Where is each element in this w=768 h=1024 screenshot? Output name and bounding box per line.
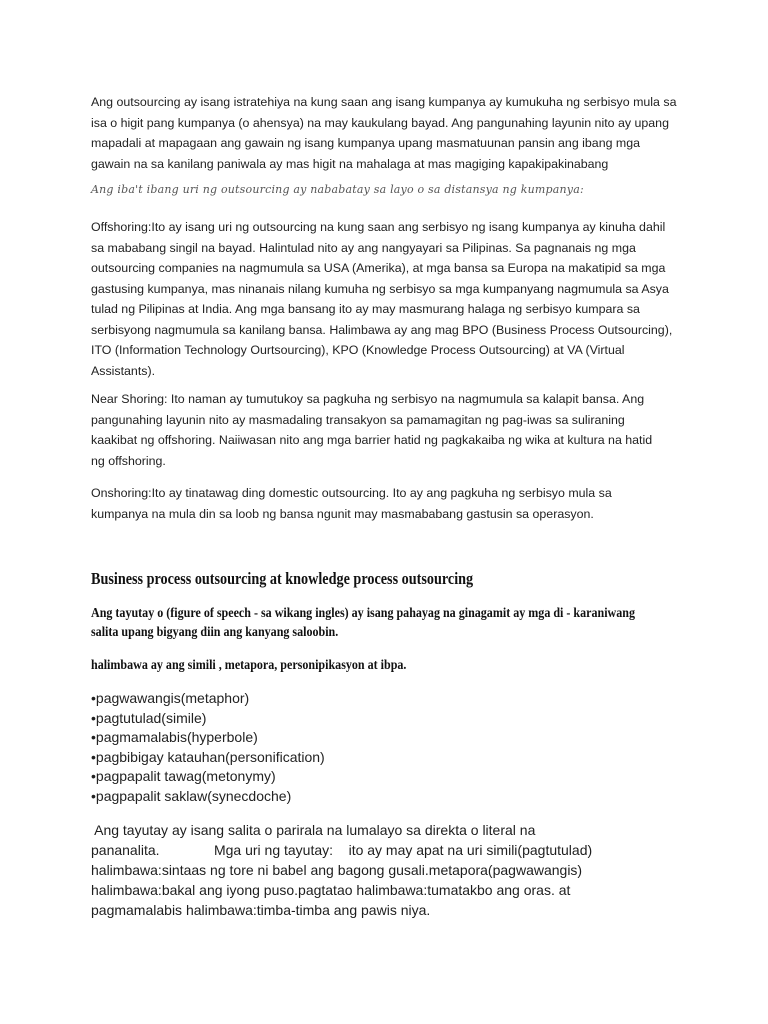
offshoring-line: outsourcing companies na nagmumula sa USA (Amerika), at mga bansa sa Europa na makatipid sa mga — [91, 261, 666, 275]
nearshoring-line: Near Shoring: Ito naman ay tumutukoy sa pagkuha ng serbisyo na nagmumula sa kalapit bansa. Ang — [91, 392, 645, 406]
closing-line: halimbawa:bakal ang iyong puso.pagtatao halimbawa:tumatakbo ang oras. at — [91, 882, 571, 898]
figures-of-speech-list — [91, 689, 325, 806]
nearshoring-line: pangunahing layunin nito ay masmadaling transakyon sa pamamagitan ng pag-iwas sa suliraning — [91, 412, 625, 427]
intro-line: gawain na sa kanilang paniwala ay mas higit na mahalaga at mas magiging kapakipakinabang — [91, 156, 609, 171]
offshoring-paragraph — [91, 217, 683, 381]
offshoring-line: ITO (Information Technology Ourtsourcing), KPO (Knowledge Process Outsourcing) at VA (Virtual — [91, 343, 625, 357]
list-item: •pagpapalit saklaw(synecdoche) — [91, 787, 292, 804]
tayutay-line: salita upang bigyang diin ang kanyang saloobin. — [91, 625, 339, 640]
nearshoring-line: kaakibat ng offshoring. Naiiwasan nito ang mga barrier hatid ng pagkakaiba ng wika at kultura na hatid — [91, 433, 653, 447]
section-heading: Business process outsourcing at knowledge process outsourcing — [91, 569, 474, 588]
intro-paragraph — [91, 92, 683, 174]
closing-paragraph — [91, 820, 691, 920]
intro-line: isa o higit pang kumpanya (o ahensya) na may kaukulang bayad. Ang pangunahing layunin nito ay upang — [91, 115, 669, 130]
list-item: •pagtutulad(simile) — [91, 709, 207, 726]
list-item: •pagmamalabis(hyperbole) — [91, 729, 258, 745]
intro-line: Ang outsourcing ay isang istratehiya na kung saan ang isang kumpanya ay kumukuha ng serbisyo mula sa — [91, 95, 677, 109]
nearshoring-paragraph — [91, 389, 683, 471]
examples-heading: halimbawa ay ang simili , metapora, personipikasyon at ibpa. — [91, 658, 407, 673]
offshoring-line: sa mababang singil na bayad. Halintulad nito ay ang nangyayari sa Pilipinas. Sa pagnanais ng mga — [91, 240, 636, 255]
onshoring-line: Onshoring:Ito ay tinatawag ding domestic outsourcing. Ito ay ang pagkuha ng serbisyo mula sa — [91, 486, 612, 500]
tayutay-definition — [91, 604, 693, 642]
types-intro: Ang iba't ibang uri ng outsourcing ay nababatay sa layo o sa distansya ng kumpanya: — [91, 183, 584, 196]
offshoring-line: Assistants). — [91, 363, 156, 378]
closing-line: pananalita. Mga uri ng tayutay: ito ay may apat na uri simili(pagtutulad) — [91, 842, 593, 858]
offshoring-line: tulad ng Pilipinas at India. Ang mga bansang ito ay may masmurang halaga ng serbisyo kumpara sa — [91, 302, 640, 316]
nearshoring-line: ng offshoring. — [91, 453, 166, 468]
closing-line: pagmamalabis halimbawa:timba-timba ang pawis niya. — [91, 902, 431, 918]
offshoring-line: Offshoring:Ito ay isang uri ng outsourcing na kung saan ang serbisyo ng isang kumpanya ay kinuha dahil — [91, 220, 666, 234]
onshoring-paragraph — [91, 483, 683, 524]
tayutay-line: Ang tayutay o (figure of speech - sa wikang ingles) ay isang pahayag na ginagamit ay mga di - karaniwang — [91, 606, 635, 621]
list-item: •pagbibigay katauhan(personification) — [91, 748, 325, 765]
closing-line: halimbawa:sintaas ng tore ni babel ang bagong gusali.metapora(pagwawangis) — [91, 862, 583, 878]
onshoring-line: kumpanya na mula din sa loob ng bansa ngunit may masmababang gastusin sa operasyon. — [91, 506, 594, 521]
offshoring-line: serbisyong nagmumula sa kanilang bansa. Halimbawa ay ang mag BPO (Business Process Outsourcing), — [91, 322, 673, 337]
list-item: •pagpapalit tawag(metonymy) — [91, 768, 276, 784]
list-item: •pagwawangis(metaphor) — [91, 690, 250, 706]
offshoring-line: gastusing kumpanya, mas ninanais nilang kumuha ng serbisyo sa mga kumpanyang nagmumula sa Asya — [91, 281, 669, 296]
intro-line: mapadali at mapagaan ang gawain ng isang kumpanya upang masmatuunan pansin ang ibang mga — [91, 136, 641, 150]
closing-line: Ang tayutay ay isang salita o parirala na lumalayo sa direkta o literal na — [91, 822, 536, 838]
